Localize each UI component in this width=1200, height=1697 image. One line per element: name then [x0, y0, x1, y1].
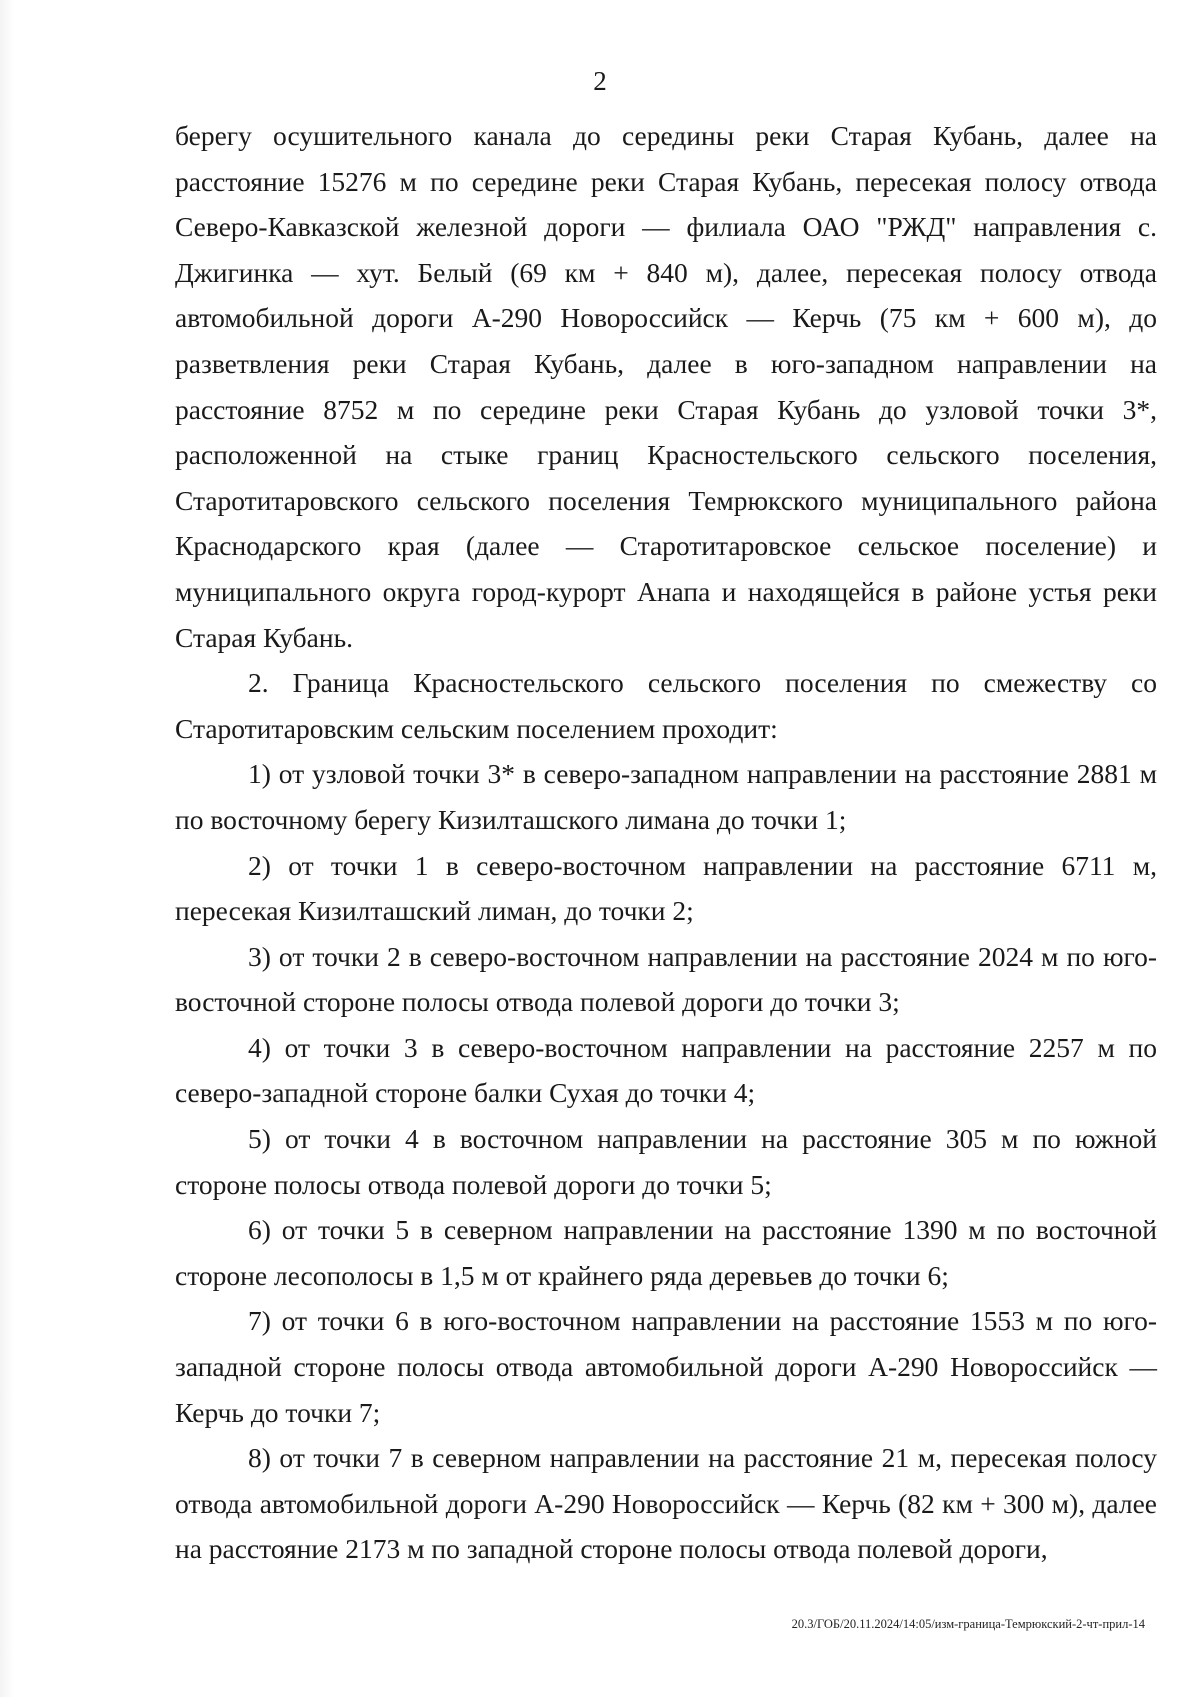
page-number: 2 [593, 66, 607, 96]
list-item-2: 2) от точки 1 в северо-восточном направлении на расстояние 6711 м, пересекая Кизилташский лиман, до точки 2; [175, 849, 1157, 927]
paragraph-continuation: берегу осушительного канала до середины реки Старая Кубань, далее на расстояние 15276 м по середине реки Старая Кубань, пересекая полосу отвода Северо-Кавказской железной дороги — филиала ОАО "РЖД" направления с. Джигинка — хут. Белый (69 км + 840 м), далее, пересекая полосу отвода автомобильной дороги А-290 Новороссийск — Керчь (75 км + 600 м), до разветвления реки Старая Кубань, далее в юго-западном направлении на расстояние 8752 м по середине реки Старая Кубань до узловой точки 3*, расположенной на стыке границ Красностельского сельского поселения, Старотитаровского сельского поселения Темрюкского муниципального района Краснодарского края (далее — Старотитаровское сельское поселение) и муниципального округа город-курорт Анапа и находящейся в районе устья реки Старая Кубань. [175, 120, 1157, 653]
list-item-5: 5) от точки 4 в восточном направлении на расстояние 305 м по южной стороне полосы отвода полевой дороги до точки 5; [175, 1123, 1157, 1200]
list-item-6: 6) от точки 5 в северном направлении на расстояние 1390 м по восточной стороне лесополосы в 1,5 м от крайнего ряда деревьев до точки 6; [175, 1214, 1157, 1291]
list-item-1: 1) от узловой точки 3* в северо-западном направлении на расстояние 2881 м по восточному берегу Кизилташского лимана до точки 1; [175, 758, 1157, 835]
list-item-4: 4) от точки 3 в северо-восточном направлении на расстояние 2257 м по северо-западной стороне балки Сухая до точки 4; [175, 1031, 1157, 1109]
paragraph-section-2: 2. Граница Красностельского сельского поселения по смежеству со Старотитаровским сельским поселением проходит: [175, 667, 1157, 744]
document-footer-code: 20.3/ГОБ/20.11.2024/14:05/изм-граница-Темрюкский-2-чт-прил-14 [791, 1617, 1145, 1631]
document-body [175, 113, 1157, 1572]
list-item-7: 7) от точки 6 в юго-восточном направлении на расстояние 1553 м по юго-западной стороне полосы отвода автомобильной дороги А-290 Новороссийск — Керчь до точки 7; [175, 1305, 1157, 1428]
list-item-3: 3) от точки 2 в северо-восточном направлении на расстояние 2024 м по юго-восточной стороне полосы отвода полевой дороги до точки 3; [175, 940, 1157, 1018]
list-item-8: 8) от точки 7 в северном направлении на расстояние 21 м, пересекая полосу отвода автомобильной дороги А-290 Новороссийск — Керчь (82 км + 300 м), далее на расстояние 2173 м по западной стороне полосы отвода полевой дороги, [175, 1442, 1157, 1565]
scan-edge [0, 0, 14, 1697]
